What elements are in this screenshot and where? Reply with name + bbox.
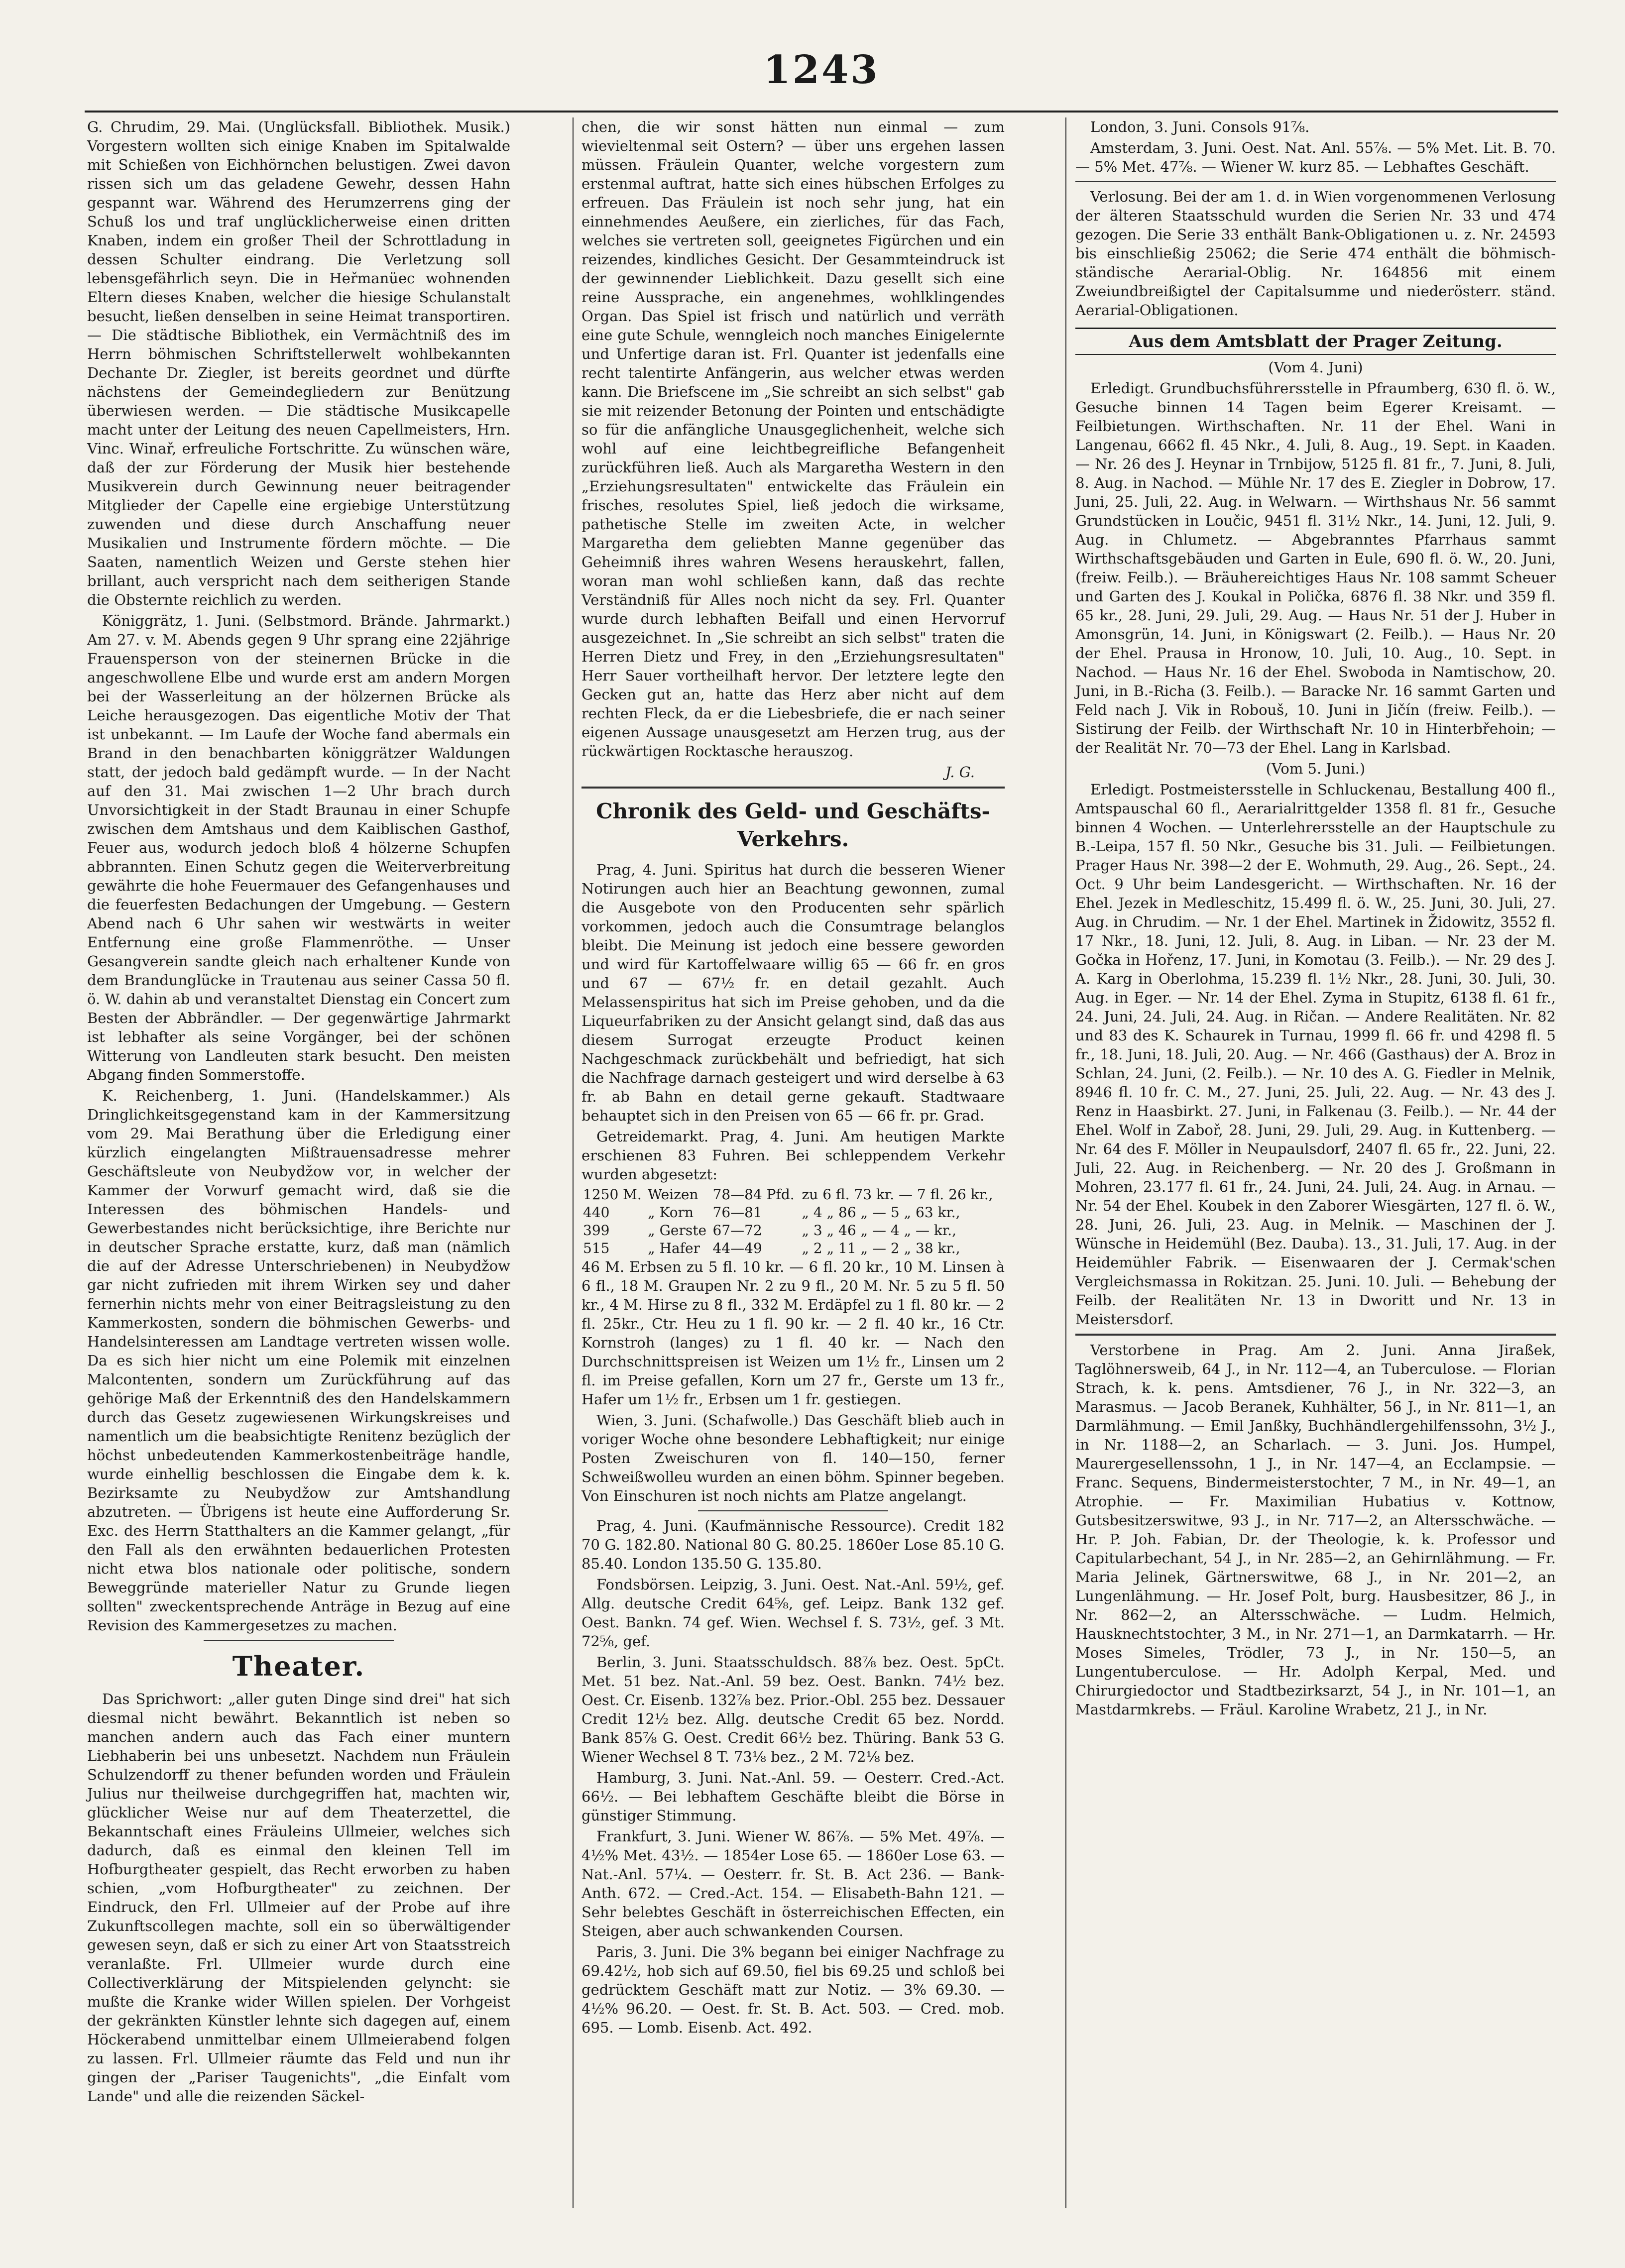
table-cell: „ 4 „ 86 „ — 5 „ 63 kr., [802,1204,960,1221]
article-koeniggraetz: Königgrätz, 1. Juni. (Selbstmord. Brände. Jahrmarkt.) Am 27. v. M. Abends gegen 9 Uhr sprang eine 22jährige Frauensperson von der steinernen Brücke in die angeschwollene Elbe und wurde erst am andern Morgen bei der Wasserleitung an der hölzernen Brücke als Leiche herausgezogen. Das eigentliche Motiv der That ist unbekannt. — Im Laufe der Woche fand abermals ein Brand in den benachbarten königgrätzer Waldungen statt, der jedoch bald gedämpft wurde. — In der Nacht auf den 31. Mai zwischen 1—2 Uhr brach durch Unvorsichtigkeit in der Stadt Braunau in einer Schupfe zwischen dem Amtshaus und dem Kaiblischen Gasthof, Feuer aus, wodurch jedoch bloß 4 hölzerne Schupfen abbrannten. Einen Schutz gegen die Weiterverbreitung gewährte die hohe Feuermauer des Gefangenhauses und die feuerfesten Bedachungen der Umgebung. — Gestern Abend nach 6 Uhr sahen wir westwärts in weiter Entfernung eine große Flammenröthe. — Unser Gesangverein sandte gleich nach erhaltener Kunde von dem Brandunglücke in Trautenau aus seiner Cassa 50 fl. ö. W. dahin ab und veranstaltet Dienstag ein Concert zum Besten der Abbrändler. — Der gegenwärtige Jahrmarkt ist lebhafter als seine Vorgänger, bei der schönen Witterung von Landleuten stark besucht. Den meisten Abgang finden Sommerstoffe. [87,612,510,1083]
fondsboersen-hamburg: Hamburg, 3. Juni. Nat.-Anl. 59. — Oesterr. Cred.-Act. 66½. — Bei lebhaftem Geschäfte bleibt die Börse in günstiger Stimmung. [581,1769,1005,1824]
fondsboersen-paris: Paris, 3. Juni. Die 3% begann bei einiger Nachfrage zu 69.42½, hob sich auf 69.50, fiel bis 69.25 und schloß bei gedrücktem Geschäft matt zur Notiz. — 3% 69.30. — 4½% 96.20. — Oest. fr. St. B. Act. 503. — Cred. mob. 695. — Lomb. Eisenb. Act. 492. [581,1943,1005,2036]
spiritus-report: Prag, 4. Juni. Spiritus hat durch die besseren Wiener Notirungen auch hier an Beachtung gewonnen, zumal die Ausgebote von den Producenten sehr spärlich vorkommen, jedoch auch die Consumtrage belanglos bleibt. Die Meinung ist jedoch eine bessere geworden und wird für Kartoffelwaare willig 65 — 66 fr. en gros und 67 — 67½ fr. en detail gezahlt. Auch Melassenspiritus hat sich im Preise gehoben, und da die Liqueurfabriken zu der Ansicht gelangt sind, daß das aus diesem Surrogat erzeugte Product keinen Nachgeschmack zurückbehält und befriedigt, hat sich die Nachfrage darnach gesteigert und wird derselbe à 63 fr. ab Bahn en detail gerne gekauft. Stadtwaare behauptet sich in den Preisen von 65 — 66 fr. pr. Grad. [581,861,1005,1124]
table-row [581,1186,1005,1204]
grain-report-continued: 46 M. Erbsen zu 5 fl. 10 kr. — 6 fl. 20 kr., 10 M. Linsen à 6 fl., 18 M. Graupen Nr. 2 zu 9 fl., 20 M. Nr. 5 zu 5 fl. 50 kr., 4 M. Hirse zu 8 fl., 332 M. Erdäpfel zu 1 fl. 80 kr. — 2 fl. 25kr., Ctr. Heu zu 1 fl. 90 kr. — 2 fl. 40 kr., 16 Ctr. Kornstroh (langes) zu 1 fl. 40 kr. — Nach den Durchschnittspreisen ist Weizen um 1½ fr., Linsen um 2 fl. im Preise gefallen, Korn um 27 fr., Gerste um 13 fr., Hafer um 1½ fr., Erbsen um 1 fr. gestiegen. [581,1258,1005,1408]
section-divider [1075,1334,1556,1336]
table-cell: 67—72 [712,1222,762,1239]
theater-review-continued: chen, die wir sonst hätten nun einmal — zum wievieltenmal seit Ostern? — über uns ergehen lassen müssen. Fräulein Quanter, welche vorgestern zum erstenmal auftrat, hatte sich eines hübschen Erfolges zu erfreuen. Das Fräulein ist noch sehr jung, hat ein einnehmendes Aeußere, ein zierliches, für das Fach, welches sie vertreten soll, geeignetes Figürchen und ein reizendes, kindliches Gesicht. Der Gesammteindruck ist der gewinnender Lieblichkeit. Dazu gesellt sich eine reine Aussprache, ein angenehmes, wohlklingendes Organ. Das Spiel ist frisch und natürlich und verräth eine gute Schule, wenngleich noch manches Einigelernte und Unfertige daran ist. Frl. Quanter ist jedenfalls eine recht talentirte Anfängerin, aus welcher etwas werden kann. Die Briefscene im „Sie schreibt an sich selbst" gab sie mit reizender Betonung der Pointen und entschädigte so für die anfängliche Unausgeglichenheit, welche sich wohl auf eine leichtbegreifliche Befangenheit zurückführen ließ. Auch als Margaretha Western in den „Erziehungsresultaten" entwickelte das Fräulein ein frisches, resolutes Spiel, ließ jedoch die wirksame, pathetische Stelle im zweiten Acte, in welcher Margaretha dem geliebten Manne gegenüber das Geheimniß ihres wahren Wesens herauskehrt, fallen, woran man wohl schließen kann, daß das rechte Verständniß für Alles noch nicht da sey. Frl. Quanter wurde durch lebhaften Beifall und einen Hervorruf ausgezeichnet. In „Sie schreibt an sich selbst" traten die Herren Dietz und Frey, in den „Erziehungsresultaten" Herr Sauer vortheilhaft hervor. Der letztere legte den Gecken gut an, hatte das Herz aber nicht auf dem rechten Fleck, da er die Liebesbriefe, die er nach seiner eigenen Aussage unausgesetzt am Herzen trug, aus der rückwärtigen Rocktasche herauszog. [581,118,1005,760]
fondsboersen-london: London, 3. Juni. Consols 91⅞. [1090,118,1310,135]
page-number: 1243 [763,47,880,93]
table-cell: 78—84 Pfd. [712,1186,795,1203]
column-divider [1065,117,1066,2208]
theater-review: Das Sprichwort: „aller guten Dinge sind drei" hat sich diesmal nicht bewährt. Bekanntlich ist neben so manchen andern auch das Fach einer muntern Liebhaberin bei uns unbesetzt. Nachdem nun Fräulein Schulzendorff zu thener befunden worden und Fräulein Julius nur theilweise durchgegriffen hat, machten wir, glücklicher Weise nur auf dem Theaterzettel, die Bekanntschaft eines Fräuleins Ullmeier, welches sich dadurch, daß es einmal den kleinen Tell im Hofburgtheater gespielt, das Recht erworben zu haben schien, „vom Hofburgtheater" zu zeichnen. Der Eindruck, den Frl. Ullmeier auf der Probe auf ihre Zukunftscollegen machte, soll ein so überwältigender gewesen seyn, daß er sich zu einer Art von Staatsstreich veranlaßte. Frl. Ullmeier wurde durch eine Collectiverklärung der Mitspielenden gelyncht: sie mußte die Kranke wider Willen spielen. Der Vorhgeist der gekränkten Künstler lehnte sich dagegen auf, einem Höckerabend unmittelbar einem Ullmeierabend folgen zu lassen. Frl. Ullmeier räumte das Feld und nun ihr gingen der „Pariser Taugenichts", „die Einfalt vom Lande" und alle die reizenden Säckel- [87,1691,510,2105]
table-cell: 440 [583,1204,610,1221]
table-cell: 1250 M. [583,1186,642,1203]
column-divider [573,117,574,2208]
verlosung-notice: Verlosung. Bei der am 1. d. in Wien vorgenommenen Verlosung der älteren Staatsschuld wurden die Serien Nr. 33 und 474 gezogen. Die Serie 33 enthält Bank-Obligationen u. z. Nr. 24593 bis einschließig 25062; die Serie 474 enthält die böhmisch-ständische Aerarial-Oblig. Nr. 164856 mit einem Zweiundbreißigtel der Capitalsumme und niederösterr. ständ. Aerarial-Obligationen. [1075,188,1556,319]
grain-price-table [581,1186,1005,1257]
table-cell: 44—49 [712,1240,762,1256]
section-divider [1075,181,1556,182]
section-divider [204,1640,394,1641]
death-notices: Verstorbene in Prag. Am 2. Juni. Anna Jiraßek, Taglöhnersweib, 64 J., in Nr. 112—4, an Tuberculose. — Florian Strach, k. k. pens. Amtsdiener, 76 J., in Nr. 322—3, an Marasmus. — Jacob Beranek, Kuhhälter, 56 J., in Nr. 811—1, an Darmlähmung. — Emil Janßky, Buchhändlergehilfenssohn, 3½ J., in Nr. 1188—2, an Scharlach. — 3. Juni. Jos. Humpel, Maurergesellenssohn, 1 J., in Nr. 147—4, an Ecclampsie. — Franc. Sequens, Bindermeisterstochter, 7 M., in Nr. 49—1, an Atrophie. — Fr. Maximilian Hubatius v. Kottnow, Gutsbesitzerswitwe, 93 J., in Nr. 717—2, an Altersschwäche. — Hr. P. Joh. Fabian, Dr. der Theologie, k. k. Professor und Capitularbechant, 54 J., in Nr. 285—2, an Gehirnlähmung. — Fr. Maria Jelinek, Gärtnerswitwe, 68 J., in Nr. 201—2, an Lungenlähmung. — Hr. Josef Polt, burg. Hausbesitzer, 86 J., in Nr. 862—2, an Altersschwäche. — Ludm. Helmich, Hausknechtstochter, 3 M., in Nr. 271—1, an Darmkatarrh. — Hr. Moses Simeles, Trödler, 73 J., in Nr. 150—5, an Lungentuberculose. — Hr. Adolph Kerpal, Med. und Chirurgiedoctor und Stadtbezirksarzt, 54 J., in Nr. 101—1, an Mastdarmkrebs. — Fräul. Karoline Wrabetz, 21 J., in Nr. [1075,1342,1556,1718]
table-cell: „ 2 „ 11 „ — 2 „ 38 kr., [802,1240,960,1256]
table-cell: 515 [583,1240,610,1256]
fondsboersen-frankfurt: Frankfurt, 3. Juni. Wiener W. 86⅞. — 5% Met. 49⅞. — 4½% Met. 43½. — 1854er Lose 65. — 1860er Lose 63. — Nat.-Anl. 57¼. — Oesterr. fr. St. B. Act 236. — Bank-Anth. 672. — Cred.-Act. 154. — Elisabeth-Bahn 121. — Sehr belebtes Geschäft in österreichischen Effecten, ein Steigen, aber auch schwankenden Coursen. [581,1828,1005,1939]
table-cell: „ Gerste [648,1222,707,1239]
table-cell: Weizen [648,1186,698,1203]
table-row [581,1204,1005,1222]
article-chrudim: G. Chrudim, 29. Mai. (Unglücksfall. Bibliothek. Musik.) Vorgestern wollten sich einige Knaben im Spitalwalde mit Schießen von Eichhörnchen belustigen. Zwei davon rissen sich um das geladene Gewehr, dessen Hahn gespannt war. Während des Herumzerrens ging der Schuß los und traf unglücklicherweise einen dritten Knaben, indem ein großer Theil der Schrottladung in dessen Schulter eindrang. Die Verletzung soll lebensgefährlich seyn. Die in Heřmanüec wohnenden Eltern dieses Knaben, welcher die hiesige Schulanstalt besucht, ließen denselben in seine Heimat transportiren. — Die städtische Bibliothek, ein Vermächtniß des im Herrn böhmischen Schriftstellerwelt wohlbekannten Dechante Dr. Ziegler, ist bereits geordnet und dürfte nächstens der Gemeindegliedern zur Benützung überwiesen werden. — Die städtische Musikcapelle macht unter der Leitung des neuen Capellmeisters, Hrn. Vinc. Winař, erfreuliche Fortschritte. Zu wünschen wäre, daß der zur Förderung der Musik hier bestehende Musikverein durch Gewinnung neuer beitragender Mitglieder der Capelle eine ergiebige Unterstützung zuwenden und diese durch Anschaffung neuer Musikalien und Instrumente fördern möchte. — Die Saaten, namentlich Weizen und Gerste stehen hier brillant, auch verspricht nach dem seitherigen Stande die Obsternte reichlich zu werden. [87,118,510,608]
fondsboersen-leipzig: Fondsbörsen. Leipzig, 3. Juni. Oest. Nat.-Anl. 59½, gef. Allg. deutsche Credit 64⅝, gef. Leipz. Bank 132 gef. Oest. Bankn. 74 gef. Wien. Wechsel f. S. 73½, gef. 3 Mt. 72⅝, gef. [581,1576,1005,1650]
section-divider [698,1510,889,1511]
article-reichenberg: K. Reichenberg, 1. Juni. (Handelskammer.) Als Dringlichkeitsgegenstand kam in der Kammersitzung vom 29. Mai Berathung über die Erledigung einer kürzlich eingelangten Mißtrauensadresse mehrer Geschäftsleute von Neubydžow vor, in welcher der Kammer der Vorwurf gemacht wird, daß sie die Interessen des böhmischen Handels- und Gewerbestandes nicht berücksichtige, ihre Berichte nur in deutscher Sprache erstatte, kurz, daß man (nämlich die auf der Adresse Unterschriebenen) in Neubydžow gar nicht zufrieden mit ihrem Wirken sey und daher fernerhin nichts mehr von einer Beitragsleistung zu den Kammerkosten, sondern die böhmischen Gewerbs- und Handelsinteressen am Landtage vertreten wissen wolle. Da es sich hier nicht um eine Polemik mit einzelnen Malcontenten, sondern um Zurückführung auf das gehörige Maß der Erkenntniß des den Handelskammern durch das Gesetz zugewiesenen Wirkungskreises und namentlich um die beabsichtigte Renitenz bezüglich der höchst unbedeutenden Kammerkostenbeiträge handle, wurde einhellig beschlossen die Eingabe dem k. k. Bezirksamte zu Neubydžow zur Amtshandlung abzutreten. — Übrigens ist heute eine Aufforderung Sr. Exc. des Herrn Statthalters an die Kammer gelangt, „für den Fall als den erwähnten bedauerlichen Protesten nicht etwa blos nationale oder politische, sondern Beweggründe materieller Natur zu Grunde liegen sollten" zweckentsprechende Anträge in Bezug auf eine Revision des Kammergesetzes zu machen. [87,1087,510,1634]
amtsblatt-notices: Erledigt. Grundbuchsführersstelle in Pfraumberg, 630 fl. ö. W., Gesuche binnen 14 Tagen beim Egerer Kreisamt. — Feilbietungen. Wirthschaften. Nr. 11 der Ehel. Wani in Langenau, 6662 fl. 45 Nkr., 4. Juli, 8. Aug., 19. Sept. in Kaaden. — Nr. 26 des J. Heynar in Trnbijow, 5125 fl. 81 fr., 7. Juni, 8. Juli, 8. Aug. in Nachod. — Mühle Nr. 17 des E. Ziegler in Dobrow, 17. Juni, 25. Juli, 22. Aug. in Welwarn. — Wirthshaus Nr. 56 sammt Grundstücken in Loučic, 9451 fl. 31½ Nkr., 14. Juni, 12. Juli, 9. Aug. in Chlumetz. — Abgebranntes Pfarrhaus sammt Wirthschaftsgebäuden und Garten in Eule, 690 fl. ö. W., 20. Juni, (freiw. Feilb.). — Bräuhereichtiges Haus Nr. 108 sammt Scheuer und Garten des J. Koukal in Polička, 6876 fl. 38 Nkr. und 359 fl. 65 kr., 28. Juni, 29. Juli, 29. Aug. — Haus Nr. 51 der J. Huber in Amonsgrün, 14. Juni, in Königswart (2. Feilb.). — Haus Nr. 20 der Ehel. Prausa in Hronow, 10. Juli, 10. Aug., 10. Sept. in Nachod. — Haus Nr. 16 der Ehel. Swoboda in Namtischow, 20. Juni, in B.-Richa (3. Feilb.). — Baracke Nr. 16 sammt Garten und Feld nach J. Vik in Robouš, 10. Juni in Jičín (freiw. Feilb.). — Sistirung der Feilb. der Wirthschaft Nr. 10 in Hinterbřehoin; — der Realität Nr. 70—73 der Ehel. Lang in Karlsbad. [1075,380,1556,756]
column-1 [87,117,510,2108]
column-3 [1075,117,1556,1721]
fondsboersen-amsterdam: Amsterdam, 3. Juni. Oest. Nat. Anl. 55⅞. — 5% Met. Lit. B. 70. — 5% Met. 47⅞. — Wiener W. kurz 85. — Lebhaftes Geschäft. [1075,139,1556,175]
header-rule [85,111,1558,113]
author-signature: J. G. [945,764,975,781]
prag-ressource-report: Prag, 4. Juni. (Kaufmännische Ressource). Credit 182 70 G. 182.80. National 80 G. 80.25. 1860er Lose 85.10 G. 85.40. London 135.50 G. 135.80. [581,1517,1005,1572]
amtsblatt-heading: Aus dem Amtsblatt der Prager Zeitung. [1075,328,1556,355]
column-2 [581,117,1005,2039]
table-cell: 399 [583,1222,610,1239]
table-cell: „ Korn [648,1204,694,1221]
amtsblatt-date: (Vom 5. Juni.) [1266,760,1366,777]
wool-report: Wien, 3. Juni. (Schafwolle.) Das Geschäft blieb auch in voriger Woche ohne besondere Lebhaftigkeit; nur einige Posten Zweischuren von fl. 140—150, ferner Schweißwolleu wurden an einen böhm. Spinner begeben. Von Einschuren ist noch nichts am Platze angelangt. [581,1412,1005,1504]
getreidemarkt-report: Getreidemarkt. Prag, 4. Juni. Am heutigen Markte erschienen 83 Fuhren. Bei schleppendem Verkehr wurden abgesetzt: [581,1128,1005,1183]
table-row [581,1240,1005,1257]
chronik-heading: Chronik des Geld- und Geschäfts-Verkehrs. [596,799,990,851]
table-row [581,1222,1005,1240]
amtsblatt-notices: Erledigt. Postmeistersstelle in Schluckenau, Bestallung 400 fl., Amtspauschal 60 fl., Aerarialrittgelder 1358 fl. 81 fr., Gesuche binnen 4 Wochen. — Unterlehrersstelle an der Hauptschule zu B.-Leipa, 157 fl. 50 Nkr., Gesuche bis 31. Juli. — Feilbietungen. Prager Haus Nr. 398—2 der E. Wohmuth, 29. Aug., 26. Sept., 24. Oct. 9 Uhr beim Landesgericht. — Wirthschaften. Nr. 16 der Ehel. Jezek in Medleschitz, 15.499 fl. ö. W., 25. Juni, 30. Juli, 27. Aug. in Chrudim. — Nr. 1 der Ehel. Martinek in Židowitz, 3552 fl. 17 Nkr., 18. Juni, 12. Juli, 8. Aug. in Liban. — Nr. 23 der M. Gočka in Hořenz, 17. Juni, in Komotau (3. Feilb.). — Nr. 29 des J. A. Karg in Oberlohma, 15.239 fl. 1½ Nkr., 28. Juni, 30. Juli, 30. Aug. in Eger. — Nr. 14 der Ehel. Zyma in Stupitz, 6138 fl. 61 fr., 24. Juni, 24. Juli, 24. Aug. in Ričan. — Andere Realitäten. Nr. 82 und 83 des K. Schaurek in Turnau, 1999 fl. 66 fr. und 4298 fl. 5 fr., 18. Juni, 18. Juli, 20. Aug. — Nr. 466 (Gasthaus) der A. Broz in Schlan, 24. Juni, (2. Feilb.). — Nr. 10 des A. G. Fiedler in Melnik, 8946 fl. 10 fr. C. M., 27. Juni, 25. Juli, 22. Aug. — Nr. 43 des J. Renz in Haasbirkt. 27. Juni, in Falkenau (3. Feilb.). — Nr. 44 der Ehel. Wolf in Zaboř, 28. Juni, 29. Juli, 29. Aug. in Kuttenberg. — Nr. 64 des F. Möller in Neupaulsdorf, 2407 fl. 65 fr., 22. Juni, 22. Juli, 22. Aug. in Reichenberg. — Nr. 20 des J. Großmann in Mohren, 23.177 fl. 61 fr., 24. Juni, 24. Juli, 24. Aug. in Arnau. — Nr. 54 der Ehel. Koubek in den Zaborer Wiesgärten, 127 fl. ö. W., 28. Juni, 26. Juli, 23. Aug. in Melnik. — Maschinen der J. Wünsche in Heidemühl (Bez. Dauba). 13., 31. Juli, 17. Aug. in der Heidemühler Fabrik. — Eisenwaaren der J. Cermak'schen Vergleichsmassa in Rokitzan. 25. Juni. 10. Juli. — Behebung der Feilb. der Realitäten Nr. 13 in Dworitt und Nr. 13 in Meistersdorf. [1075,781,1556,1328]
theater-heading: Theater. [232,1650,365,1682]
amtsblatt-date: (Vom 4. Juni) [1268,359,1363,376]
table-cell: 76—81 [712,1204,762,1221]
table-cell: „ Hafer [648,1240,700,1256]
section-divider [581,787,1005,789]
table-cell: zu 6 fl. 73 kr. — 7 fl. 26 kr., [802,1186,993,1203]
table-cell: „ 3 „ 46 „ — 4 „ — kr., [802,1222,956,1239]
fondsboersen-berlin: Berlin, 3. Juni. Staatsschuldsch. 88⅞ bez. Oest. 5pCt. Met. 51 bez. Nat.-Anl. 59 bez. Oest. Bankn. 74½ bez. Oest. Cr. Eisenb. 132⅞ bez. Prior.-Obl. 255 bez. Dessauer Credit 12½ bez. Allg. deutsche Credit 65 bez. Nordd. Bank 85⅞ G. Oest. Credit 66½ bez. Thüring. Bank 53 G. Wiener Wechsel 8 T. 73⅛ bez., 2 M. 72⅛ bez. [581,1654,1005,1765]
